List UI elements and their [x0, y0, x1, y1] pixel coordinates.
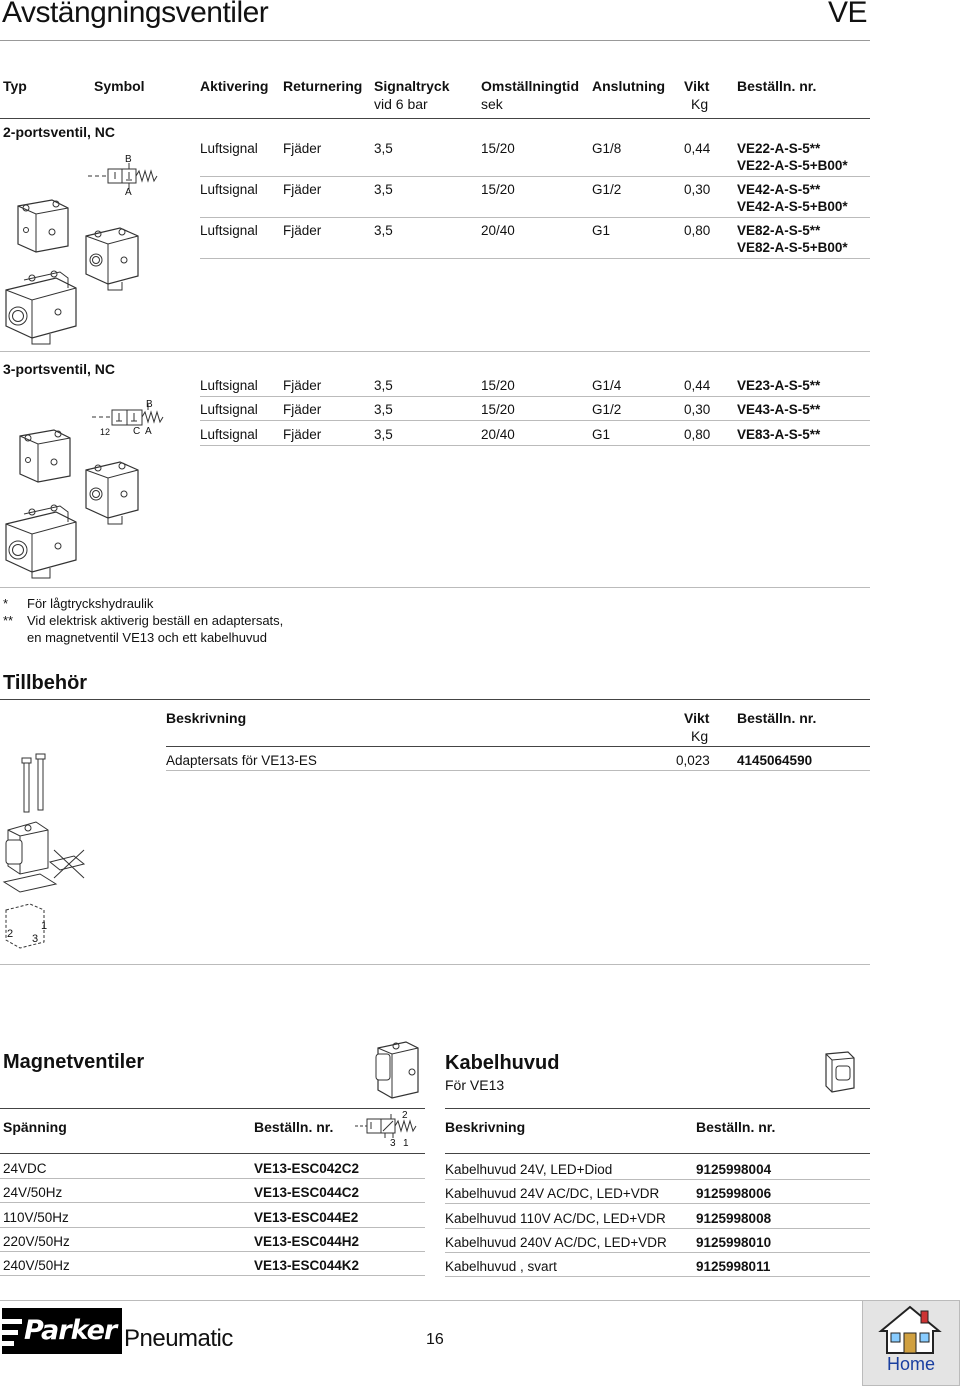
col-bestallnr: Beställn. nr.: [737, 78, 817, 94]
cell-aktivering: Luftsignal: [200, 427, 258, 442]
valve-drawing-large-icon: [2, 266, 82, 344]
col-symbol: Symbol: [94, 78, 145, 94]
row-divider: [445, 1203, 870, 1204]
cell-signaltryck: 3,5: [374, 182, 393, 197]
cell-order: 9125998011: [696, 1259, 771, 1274]
footnote-mark: *: [3, 596, 9, 611]
house-icon: [877, 1305, 943, 1355]
brand-name: Parker: [24, 1315, 117, 1346]
table-header-rule: [0, 1153, 425, 1154]
footer-rule: [0, 1300, 870, 1301]
cell-anslutning: G1/2: [592, 402, 622, 417]
cell-beskrivning: Kabelhuvud 240V AC/DC, LED+VDR: [445, 1235, 667, 1250]
symbol-port-2: 2: [402, 1110, 408, 1121]
col-typ: Typ: [3, 78, 27, 94]
group-divider: [0, 587, 870, 588]
cell-vikt: 0,30: [684, 402, 711, 417]
cell-beskrivning: Kabelhuvud 110V AC/DC, LED+VDR: [445, 1211, 666, 1226]
row-divider: [200, 217, 870, 218]
cell-tid: 15/20: [481, 378, 515, 393]
cell-order-alt: VE42-A-S-5+B00*: [737, 199, 848, 214]
cell-anslutning: G1/2: [592, 182, 622, 197]
cell-aktivering: Luftsignal: [200, 223, 258, 238]
cell-signaltryck: 3,5: [374, 402, 393, 417]
col-omstallningstid-unit: sek: [481, 96, 503, 112]
row-divider: [0, 1227, 425, 1228]
cell-order: VE13-ESC044C2: [254, 1185, 360, 1200]
home-label: Home: [886, 1354, 935, 1374]
page-title: Avstängningsventiler: [2, 0, 269, 29]
cell-order: 4145064590: [737, 753, 813, 768]
cell-spanning: 240V/50Hz: [3, 1258, 70, 1273]
cell-spanning: 24V/50Hz: [3, 1185, 63, 1200]
cell-order: VE43-A-S-5**: [737, 402, 821, 417]
cell-beskrivning: Adaptersats för VE13-ES: [166, 753, 317, 768]
cell-returnering: Fjäder: [283, 402, 322, 417]
header-rule: [0, 40, 870, 41]
footnote-text: en magnetventil VE13 och ett kabelhuvud: [27, 630, 267, 645]
footnote-text: Vid elektrisk aktiverig beställ en adaptersats,: [27, 613, 284, 628]
cell-order: 9125998008: [696, 1211, 772, 1226]
product-code: VE: [828, 0, 868, 29]
cell-vikt: 0,44: [684, 378, 711, 393]
solenoid-valve-drawing-icon: [372, 1036, 424, 1100]
cell-order-alt: VE22-A-S-5+B00*: [737, 158, 848, 173]
row-divider: [445, 1252, 870, 1253]
col-beskrivning: Beskrivning: [445, 1119, 526, 1135]
row-divider: [200, 258, 870, 259]
home-button[interactable]: [862, 1300, 960, 1386]
cell-order-alt: VE82-A-S-5+B00*: [737, 240, 848, 255]
symbol-port-3: 3: [390, 1138, 396, 1149]
group-2-port-title: 2-portsventil, NC: [3, 124, 116, 140]
cell-order: VE42-A-S-5**: [737, 182, 821, 197]
cell-beskrivning: Kabelhuvud , svart: [445, 1259, 557, 1274]
cell-returnering: Fjäder: [283, 378, 322, 393]
cell-signaltryck: 3,5: [374, 427, 393, 442]
symbol-port-b: B: [146, 399, 153, 410]
section-rule: [0, 1108, 425, 1109]
group-3-port-title: 3-portsventil, NC: [3, 361, 116, 377]
symbol-port-12: 12: [100, 427, 111, 437]
col-vikt: Vikt: [684, 78, 710, 94]
cell-vikt: 0,80: [684, 223, 711, 238]
cell-order: VE23-A-S-5**: [737, 378, 821, 393]
footnote-text: För lågtryckshydraulik: [27, 596, 154, 611]
symbol-port-1: 1: [403, 1138, 409, 1149]
cell-order: 9125998006: [696, 1186, 772, 1201]
cell-tid: 15/20: [481, 402, 515, 417]
cell-tid: 20/40: [481, 223, 515, 238]
cell-aktivering: Luftsignal: [200, 141, 258, 156]
symbol-port-a: A: [125, 187, 132, 198]
cell-aktivering: Luftsignal: [200, 402, 258, 417]
cell-anslutning: G1/8: [592, 141, 622, 156]
cell-returnering: Fjäder: [283, 141, 322, 156]
col-bestallnr: Beställn. nr.: [696, 1119, 776, 1135]
cell-aktivering: Luftsignal: [200, 182, 258, 197]
kabelhuvud-subtitle: För VE13: [445, 1077, 505, 1093]
valve-drawing-medium-icon: [82, 456, 144, 526]
cell-vikt: 0,80: [684, 427, 711, 442]
group-divider: [0, 351, 870, 352]
adapter-kit-drawing-icon: [0, 750, 95, 950]
kabelhuvud-title: Kabelhuvud: [445, 1052, 560, 1074]
cell-tid: 15/20: [481, 141, 515, 156]
footnote-mark: **: [3, 613, 14, 628]
drawing-label-2: 2: [7, 928, 14, 940]
symbol-port-b: B: [125, 154, 132, 165]
col-anslutning: Anslutning: [592, 78, 666, 94]
symbol-port-a: A: [145, 426, 152, 437]
page-number: 16: [426, 1331, 444, 1348]
col-signaltryck-unit: vid 6 bar: [374, 96, 428, 112]
row-divider: [200, 445, 870, 446]
cell-beskrivning: Kabelhuvud 24V AC/DC, LED+VDR: [445, 1186, 660, 1201]
table-header-rule: [445, 1153, 870, 1154]
row-divider: [0, 1275, 425, 1276]
cable-connector-drawing-icon: [820, 1048, 860, 1096]
cell-signaltryck: 3,5: [374, 378, 393, 393]
valve-drawing-medium-icon: [82, 222, 144, 292]
valve-drawing-large-icon: [2, 500, 82, 578]
row-divider: [0, 1202, 425, 1203]
row-divider: [0, 1251, 425, 1252]
cell-order: VE13-ESC044E2: [254, 1210, 359, 1225]
drawing-label-1: 1: [41, 920, 48, 932]
division-name: Pneumatic: [124, 1325, 233, 1352]
section-rule: [445, 1108, 870, 1109]
cell-returnering: Fjäder: [283, 427, 322, 442]
cell-returnering: Fjäder: [283, 223, 322, 238]
cell-spanning: 220V/50Hz: [3, 1234, 70, 1249]
col-beskrivning: Beskrivning: [166, 710, 247, 726]
row-divider: [200, 420, 870, 421]
col-aktivering: Aktivering: [200, 78, 269, 94]
section-divider: [0, 964, 870, 965]
cell-order: VE13-ESC042C2: [254, 1161, 360, 1176]
cell-beskrivning: Kabelhuvud 24V, LED+Diod: [445, 1162, 613, 1177]
cell-order: VE82-A-S-5**: [737, 223, 821, 238]
cell-anslutning: G1: [592, 223, 611, 238]
col-returnering: Returnering: [283, 78, 363, 94]
col-vikt-unit: Kg: [691, 728, 709, 744]
col-omstallningstid: Omställningtid: [481, 78, 579, 94]
cell-tid: 15/20: [481, 182, 515, 197]
table-header-rule: [0, 118, 870, 119]
cell-order: 9125998010: [696, 1235, 772, 1250]
col-spanning: Spänning: [3, 1119, 67, 1135]
valve-drawing-small-icon: [14, 426, 74, 486]
section-rule: [0, 699, 870, 700]
cell-order: 9125998004: [696, 1162, 772, 1177]
cell-spanning: 24VDC: [3, 1161, 47, 1176]
col-signaltryck: Signaltryck: [374, 78, 450, 94]
tillbehor-title: Tillbehör: [3, 672, 88, 694]
cell-anslutning: G1/4: [592, 378, 622, 393]
cell-order: VE13-ESC044K2: [254, 1258, 360, 1273]
row-divider: [200, 396, 870, 397]
col-vikt-unit: Kg: [691, 96, 709, 112]
cell-order: VE83-A-S-5**: [737, 427, 821, 442]
cell-returnering: Fjäder: [283, 182, 322, 197]
col-vikt: Vikt: [684, 710, 710, 726]
valve-drawing-small-icon: [12, 196, 72, 256]
parker-logo: [2, 1308, 122, 1354]
magnetventiler-title: Magnetventiler: [3, 1051, 145, 1073]
drawing-label-3: 3: [32, 933, 39, 945]
cell-signaltryck: 3,5: [374, 223, 393, 238]
cell-order: VE22-A-S-5**: [737, 141, 821, 156]
row-divider: [200, 176, 870, 177]
cell-aktivering: Luftsignal: [200, 378, 258, 393]
table-header-rule: [166, 746, 870, 747]
col-bestallnr: Beställn. nr.: [737, 710, 817, 726]
row-divider: [445, 1179, 870, 1180]
cell-order: VE13-ESC044H2: [254, 1234, 360, 1249]
col-bestallnr: Beställn. nr.: [254, 1119, 334, 1135]
cell-signaltryck: 3,5: [374, 141, 393, 156]
cell-spanning: 110V/50Hz: [3, 1210, 69, 1225]
row-divider: [166, 770, 870, 771]
row-divider: [445, 1228, 870, 1229]
row-divider: [0, 1178, 425, 1179]
symbol-port-c: C: [133, 426, 141, 437]
cell-anslutning: G1: [592, 427, 611, 442]
cell-tid: 20/40: [481, 427, 515, 442]
cell-vikt: 0,44: [684, 141, 711, 156]
cell-vikt: 0,023: [676, 753, 710, 768]
row-divider: [445, 1276, 870, 1277]
cell-vikt: 0,30: [684, 182, 711, 197]
